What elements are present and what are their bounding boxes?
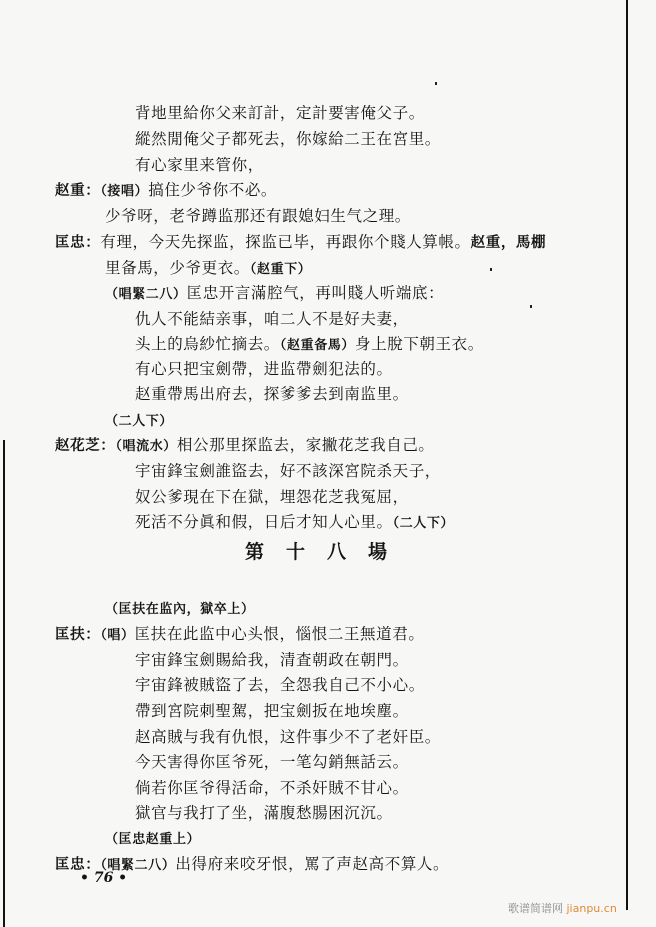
verse-line: 有心只把宝劍帶，进监帶劍犯法的。 xyxy=(135,360,393,378)
watermark-domain: jianpu.cn xyxy=(566,902,617,915)
verse-line: 倘若你匡爷得活命，不杀奸賊不甘心。 xyxy=(135,779,409,797)
speaker-name: 赵花芝： xyxy=(55,438,116,454)
page-number: • 76 • xyxy=(80,870,128,886)
stage-direction: （唱緊二八） xyxy=(100,858,176,873)
print-speck xyxy=(490,268,492,271)
speaker-name: 赵重： xyxy=(55,183,101,199)
verse-line: 赵高賊与我有仇恨，这件事少不了老奸臣。 xyxy=(135,728,441,746)
print-speck xyxy=(530,305,532,308)
verse-line: 头上的烏紗忙摘去。（赵重备馬）身上脫下朝王衣。 xyxy=(135,335,484,353)
speaker-name: 匡忠： xyxy=(55,857,101,873)
verse-line: 帶到宮院刺聖駕，把宝劍扳在地埃塵。 xyxy=(135,702,409,720)
verse-line: 宇宙鋒宝劍賜給我，清査朝政在朝門。 xyxy=(135,651,409,669)
stage-direction-line: （二人下） xyxy=(105,414,174,429)
page-edge-right xyxy=(626,0,628,910)
verse-line: 背地里給你父来訂計，定計要害俺父子。 xyxy=(135,104,425,122)
bold-text: 赵重，馬棚 xyxy=(470,235,547,251)
dialogue-line: 少爷呀，老爷蹲监那还有跟媳妇生气之理。 xyxy=(105,207,411,225)
stage-direction: （唱緊二八） xyxy=(105,287,187,302)
page-edge-left xyxy=(3,440,5,927)
speaker-name: 匡扶： xyxy=(55,627,101,643)
verse-line: 奴公爹現在下在獄，埋怨花芝我冤屈， xyxy=(135,488,409,506)
stage-direction: （二人下） xyxy=(392,516,455,531)
stage-direction: （接唱） xyxy=(100,184,149,199)
verse-line: 赵重帶馬出府去，探爹爹去到南监里。 xyxy=(135,385,409,403)
stage-direction-line: （匡忠赵重上） xyxy=(105,832,201,847)
dialogue-line: 里备馬，少爷更衣。（赵重下） xyxy=(105,259,312,277)
verse-line: 宇宙鋒宝劍誰盜去，好不該深宮院杀天子， xyxy=(135,462,441,480)
stage-direction: （唱） xyxy=(100,628,135,643)
stage-direction-line: （匡扶在监內，獄卒上） xyxy=(105,602,255,617)
print-speck xyxy=(435,82,437,85)
dialogue-line: （唱緊二八）匡忠开言滿腔气，再叫賤人听端底： xyxy=(105,284,445,302)
watermark-site-name: 歌谱简谱网 xyxy=(508,902,563,915)
scene-title: 第十八場 xyxy=(245,541,410,563)
stage-direction: （赵重下） xyxy=(249,262,312,277)
speaker-name: 匡忠： xyxy=(55,235,101,251)
dialogue-line: 匡扶：（唱）匡扶在此监中心头恨，惱恨二王無道君。 xyxy=(55,625,425,643)
dialogue-line: 匡忠：有理，今天先探监，探监已毕，再跟你个賤人算帳。赵重，馬棚 xyxy=(55,233,547,251)
verse-line: 有心家里来管你， xyxy=(135,156,264,174)
verse-line: 死活不分眞和假，日后才知人心里。（二人下） xyxy=(135,513,455,531)
dialogue-line: 匡忠：（唱緊二八）出得府来咬牙恨，罵了声赵高不算人。 xyxy=(55,855,450,873)
verse-line: 宇宙鋒被賊盜了去，全怨我自己不小心。 xyxy=(135,676,425,694)
verse-line: 獄官与我打了坐，滿腹愁腸困沉沉。 xyxy=(135,804,393,822)
verse-line: 今天害得你匡爷死，一笔勾銷無話云。 xyxy=(135,753,409,771)
verse-line: 仇人不能結亲事，咱二人不是好夫妻， xyxy=(135,310,409,328)
dialogue-line: 赵花芝：（唱流水）相公那里探监去，家撇花芝我自己。 xyxy=(55,436,435,454)
dialogue-line: 赵重：（接唱）搞住少爷你不必。 xyxy=(55,181,278,199)
stage-direction: （唱流水） xyxy=(115,439,177,454)
watermark[interactable] xyxy=(508,900,617,916)
verse-line: 縱然閒俺父子都死去，你嫁給二王在宮里。 xyxy=(135,130,441,148)
stage-direction: （赵重备馬） xyxy=(279,338,356,353)
